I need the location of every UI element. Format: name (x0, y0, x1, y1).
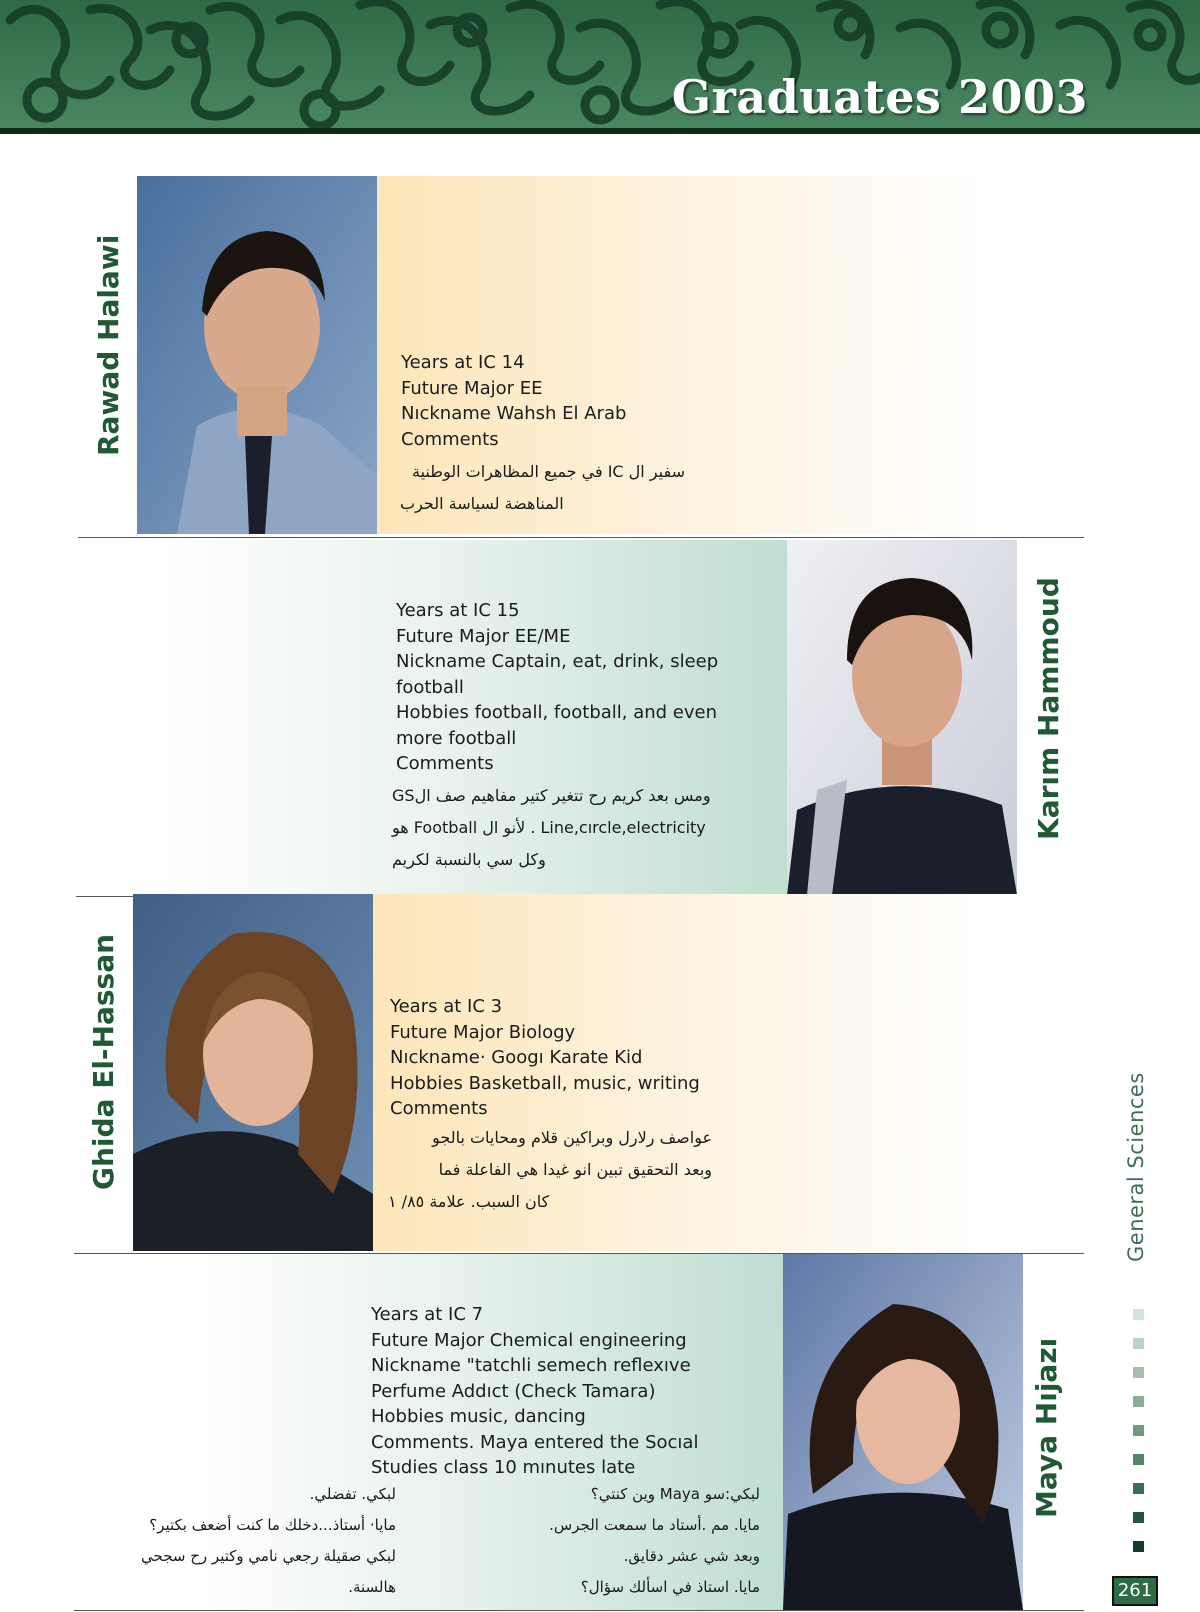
arabic-line: لبكي. تفضلي. (309, 1485, 396, 1503)
arabic-line: كان السبب. علامة ٨٥/ ١ (388, 1192, 550, 1211)
arabic-line: المناهضة لسياسة الحرب (400, 494, 564, 513)
square-marker (1133, 1541, 1144, 1552)
student-info (390, 994, 700, 1122)
comments-continued: Studies class 10 mınutes late (371, 1457, 636, 1478)
student-name: Maya Hıjazı (1030, 1337, 1063, 1518)
arabic-line: وبعد التحقيق تبين انو غيدا هي الفاعلة فما (438, 1160, 712, 1179)
square-marker (1133, 1309, 1144, 1320)
square-marker (1133, 1483, 1144, 1494)
nickname-continued: football (396, 676, 464, 698)
header-banner (0, 0, 1200, 134)
student-section-2 (0, 540, 1090, 896)
arabic-line: وكل سي بالنسبة لكريم (392, 850, 546, 869)
comments-label: Comments (396, 753, 494, 774)
student-photo (133, 894, 373, 1251)
hobbies-continued: more football (396, 727, 517, 749)
nickname: Nıckname· Googı Karate Kid (390, 1047, 643, 1068)
years-at-ic: Years at IC 15 (396, 600, 520, 621)
future-major: Future Majοr EE/ME (396, 625, 571, 647)
nickname-continued: Perfume Addıct (Check Tamara) (371, 1380, 656, 1402)
square-marker (1133, 1396, 1144, 1407)
student-photo (783, 1254, 1023, 1610)
square-marker (1133, 1425, 1144, 1436)
arabic-line: هالسنة. (348, 1578, 396, 1596)
future-major: Future Major EE (401, 377, 543, 399)
page-number: 261 (1112, 1576, 1158, 1606)
years-at-ic: Years at IC 3 (390, 996, 503, 1017)
arabic-line: مايا. استاذ في اسألك سؤال؟ (580, 1578, 760, 1596)
arabic-line: عواصف رلارل وبراكين قلام ومحايات بالجو (432, 1128, 712, 1147)
square-marker (1133, 1367, 1144, 1378)
arabic-line: مايا. مم .أستاد ما سمعت الجرس. (549, 1516, 760, 1534)
square-marker (1133, 1338, 1144, 1349)
arabic-comments (392, 780, 764, 876)
arabic-dialogue-right (470, 1479, 760, 1603)
arabic-comments (360, 456, 685, 520)
student-info (371, 1302, 698, 1481)
student-info (396, 598, 776, 777)
arabic-dialogue-left (80, 1479, 396, 1603)
hobbies: Hobbies music, dancing (371, 1406, 586, 1427)
hobbies: Hobbies Basketball, music, writing (390, 1072, 700, 1094)
student-info (401, 350, 626, 452)
hobbies: Hobbies football, football, and even (396, 702, 718, 723)
arabic-line: مايا· أستاذ...دخلك ما كنت أضعف بكتير؟ (149, 1516, 396, 1534)
comments-label: Comments (401, 428, 499, 450)
arabic-line: ومس بعد كريم رح تتغير كتير مفاهيم صف الGS (392, 786, 711, 805)
square-marker (1133, 1512, 1144, 1523)
student-photo (137, 176, 377, 534)
arabic-line: لبكي صقيلة رجعي نامي وكتير رح سجحي (141, 1547, 396, 1565)
nickname: Nickname Captain, eat, drink, sleep (396, 651, 719, 672)
future-major: Future Major Biology (390, 1021, 576, 1043)
square-marker (1133, 1454, 1144, 1465)
nickname: Nickname "tatchli semech reflexıve (371, 1355, 691, 1376)
years-at-ic: Years at IC 14 (401, 352, 525, 373)
student-name: Ghida El-Hassan (87, 933, 120, 1190)
arabic-line: سفير ال IC في جميع المظاهرات الوطنية (411, 462, 685, 481)
page-title: Graduates 2003 (671, 70, 1088, 124)
student-name: Rawad Halawi (92, 234, 125, 456)
arabic-line: لبكي:سو Maya وين كنتي؟ (590, 1485, 760, 1503)
divider-line (74, 1610, 1084, 1611)
arabic-line: وبعد شي عشر دقايق. (623, 1547, 760, 1565)
student-section-3 (0, 894, 1090, 1254)
section-label: General Sciences (1124, 1072, 1148, 1262)
arabic-line: Line,cırcle,electricity . لأنو ال Football هو (392, 818, 706, 837)
future-major: Future Major Chemical engineering (371, 1329, 687, 1351)
years-at-ic: Years at IC 7 (371, 1304, 484, 1325)
student-name: Karım Hammoud (1032, 577, 1065, 840)
divider-line (78, 537, 1084, 538)
arabic-comments (388, 1122, 712, 1218)
student-photo (787, 540, 1017, 895)
student-section-4 (0, 1254, 1090, 1612)
comments-label: Comments (390, 1098, 488, 1119)
student-section-1 (0, 176, 1090, 536)
comments: Comments. Maya entered the Socıal (371, 1431, 699, 1453)
nickname: Nıckname Wahsh El Arab (401, 403, 627, 424)
